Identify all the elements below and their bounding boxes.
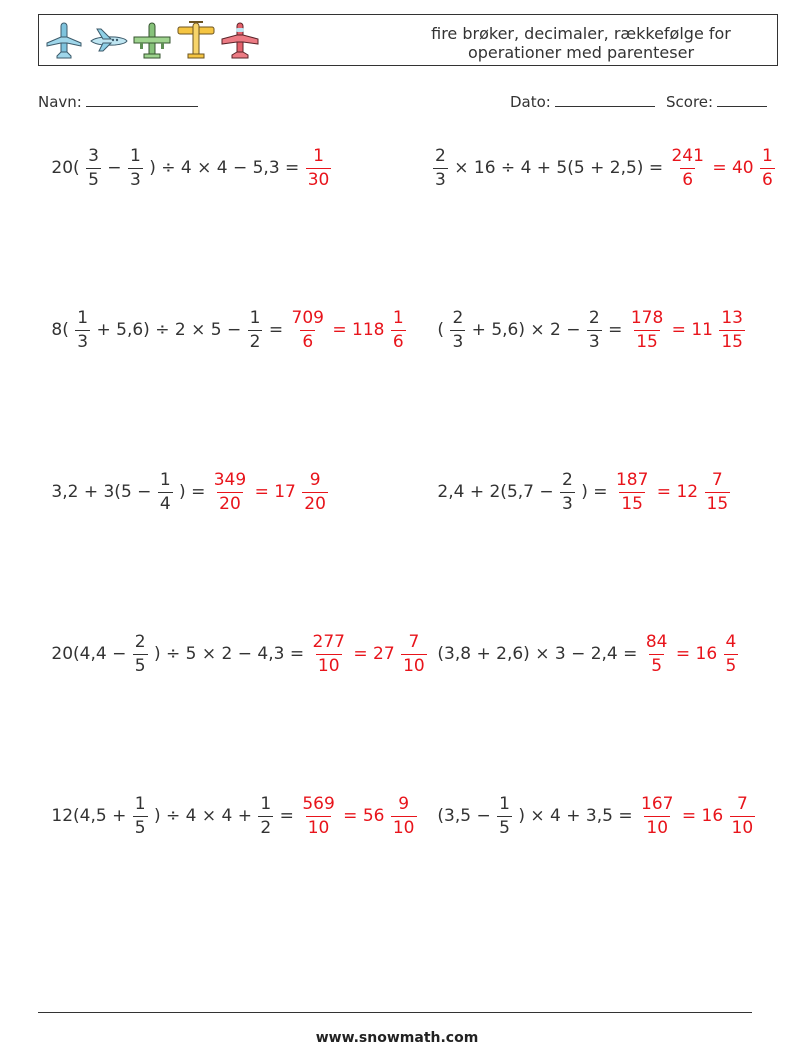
numerator: 1 [762, 145, 773, 166]
date-field [510, 92, 655, 111]
numerator: 9 [309, 469, 321, 490]
answer-fraction [669, 145, 705, 190]
denominator: 30 [307, 169, 330, 190]
fraction [587, 307, 602, 352]
numerator: 13 [721, 307, 743, 328]
fraction [433, 145, 448, 190]
expression-text: + 5,6) × 2 − [466, 320, 586, 340]
numerator: 9 [398, 793, 410, 814]
expression-text: = [602, 320, 628, 340]
answer-fraction [290, 307, 326, 352]
worksheet-title [401, 24, 761, 62]
expression-text: ) × 4 + 3,5 = [512, 806, 638, 826]
numerator: 2 [588, 307, 600, 328]
denominator: 3 [452, 331, 464, 352]
green-warplane-icon [131, 19, 173, 63]
denominator: 4 [159, 493, 171, 514]
answer-fraction [719, 307, 745, 352]
denominator: 15 [621, 493, 643, 514]
answer-text: = 16 [670, 644, 723, 664]
denominator: 10 [307, 817, 330, 838]
denominator: 3 [129, 169, 141, 190]
title-line-2: operationer med parenteser [467, 43, 695, 62]
expression-text: = [274, 806, 300, 826]
numerator: 1 [129, 145, 141, 166]
denominator: 3 [562, 493, 573, 514]
numerator: 84 [645, 631, 668, 652]
fraction [75, 307, 90, 352]
answer-text: = 12 [651, 482, 704, 502]
expression-text: ) ÷ 5 × 2 − 4,3 = [148, 644, 310, 664]
plane-icons [43, 19, 261, 63]
expression-text: (3,5 − [432, 806, 497, 826]
expression-text: 2,4 + 2(5,7 − [432, 482, 560, 502]
numerator: 2 [435, 145, 446, 166]
red-plane-icon [219, 19, 261, 63]
expression-text: ( [432, 320, 450, 340]
denominator: 10 [731, 817, 754, 838]
answer-text: = 118 [326, 320, 390, 340]
answer-fraction [300, 793, 336, 838]
denominator: 5 [651, 655, 663, 676]
answer-text: = 11 [666, 320, 719, 340]
numerator: 7 [711, 469, 723, 490]
expression-text: 20( [46, 158, 86, 178]
date-blank[interactable] [555, 92, 655, 107]
fraction [450, 307, 465, 352]
denominator: 5 [499, 817, 510, 838]
problem-6 [432, 468, 731, 516]
problem-8 [432, 630, 739, 678]
fraction [86, 145, 101, 190]
answer-fraction [639, 793, 675, 838]
answer-fraction [724, 631, 739, 676]
answer-fraction [644, 631, 670, 676]
answer-fraction [391, 307, 406, 352]
denominator: 6 [762, 169, 773, 190]
fraction [158, 469, 173, 514]
numerator: 2 [134, 631, 146, 652]
denominator: 3 [435, 169, 446, 190]
numerator: 1 [134, 793, 146, 814]
fraction [497, 793, 512, 838]
numerator: 2 [452, 307, 464, 328]
expression-text: 20(4,4 − [46, 644, 132, 664]
numerator: 349 [213, 469, 247, 490]
expression-text: − [101, 158, 127, 178]
fraction [133, 793, 148, 838]
problem-10 [432, 792, 756, 840]
problem-9 [46, 792, 418, 840]
denominator: 20 [219, 493, 241, 514]
problem-5 [46, 468, 329, 516]
denominator: 15 [706, 493, 729, 514]
denominator: 15 [721, 331, 743, 352]
numerator: 1 [249, 307, 261, 328]
numerator: 569 [302, 793, 335, 814]
numerator: 7 [736, 793, 748, 814]
answer-fraction [302, 469, 328, 514]
expression-text: 8( [46, 320, 75, 340]
expression-text: 3,2 + 3(5 − [46, 482, 157, 502]
denominator: 10 [646, 817, 669, 838]
numerator: 709 [291, 307, 324, 328]
numerator: 1 [313, 145, 324, 166]
numerator: 3 [88, 145, 99, 166]
answer-fraction [212, 469, 248, 514]
numerator: 1 [77, 307, 89, 328]
worksheet-header [38, 14, 778, 66]
footer-divider [38, 1012, 752, 1013]
denominator: 2 [249, 331, 261, 352]
answer-fraction [614, 469, 650, 514]
expression-text: ) = [173, 482, 211, 502]
denominator: 3 [77, 331, 89, 352]
numerator: 277 [312, 631, 345, 652]
problem-4 [432, 306, 746, 354]
fraction [128, 145, 143, 190]
problem-7 [46, 630, 428, 678]
jet-icon [87, 19, 129, 63]
expression-text: ) ÷ 4 × 4 + [148, 806, 258, 826]
expression-text: 12(4,5 + [46, 806, 132, 826]
footer-url: www.snowmath.com [315, 1030, 479, 1046]
expression-text: ) = [575, 482, 613, 502]
expression-text: ) ÷ 4 × 4 − 5,3 = [143, 158, 305, 178]
name-field [38, 92, 198, 111]
denominator: 20 [304, 493, 326, 514]
problem-1 [46, 144, 332, 192]
numerator: 167 [641, 793, 674, 814]
denominator: 2 [260, 817, 272, 838]
denominator: 3 [588, 331, 600, 352]
score-blank[interactable] [717, 92, 767, 107]
score-label: Score: [666, 93, 714, 111]
problem-3 [46, 306, 407, 354]
answer-text: = 40 [706, 158, 760, 178]
expression-text: (3,8 + 2,6) × 3 − 2,4 = [432, 644, 643, 664]
denominator: 10 [317, 655, 340, 676]
numerator: 187 [615, 469, 649, 490]
yellow-biplane-icon [175, 19, 217, 63]
denominator: 6 [682, 169, 694, 190]
answer-fraction [629, 307, 665, 352]
denominator: 5 [134, 817, 146, 838]
numerator: 1 [159, 469, 171, 490]
answer-text: = 16 [676, 806, 729, 826]
title-line-1: fire brøker, decimaler, rækkefølge for [431, 24, 731, 43]
numerator: 7 [408, 631, 420, 652]
expression-text: = [263, 320, 289, 340]
answer-fraction [730, 793, 756, 838]
denominator: 10 [403, 655, 425, 676]
fraction [258, 793, 273, 838]
fraction [133, 631, 148, 676]
date-label: Dato: [510, 93, 551, 111]
denominator: 5 [88, 169, 99, 190]
answer-fraction [705, 469, 731, 514]
denominator: 15 [636, 331, 658, 352]
answer-fraction [401, 631, 427, 676]
denominator: 10 [392, 817, 415, 838]
answer-fraction [306, 145, 332, 190]
numerator: 1 [499, 793, 510, 814]
numerator: 1 [260, 793, 272, 814]
denominator: 5 [134, 655, 146, 676]
denominator: 5 [725, 655, 737, 676]
denominator: 6 [392, 331, 404, 352]
numerator: 2 [562, 469, 573, 490]
score-field [666, 92, 767, 111]
answer-text: = 56 [337, 806, 390, 826]
answer-fraction [391, 793, 417, 838]
answer-fraction [311, 631, 347, 676]
numerator: 4 [725, 631, 737, 652]
numerator: 178 [630, 307, 664, 328]
fraction [248, 307, 263, 352]
airliner-icon [43, 19, 85, 63]
answer-text: = 17 [249, 482, 302, 502]
answer-fraction [760, 145, 775, 190]
name-blank[interactable] [86, 92, 198, 107]
expression-text: × 16 ÷ 4 + 5(5 + 2,5) = [448, 158, 669, 178]
answer-text: = 27 [347, 644, 401, 664]
numerator: 1 [392, 307, 404, 328]
name-label: Navn: [38, 93, 82, 111]
numerator: 241 [671, 145, 704, 166]
expression-text: + 5,6) ÷ 2 × 5 − [91, 320, 247, 340]
fraction [560, 469, 575, 514]
problem-2 [432, 144, 776, 192]
denominator: 6 [302, 331, 314, 352]
